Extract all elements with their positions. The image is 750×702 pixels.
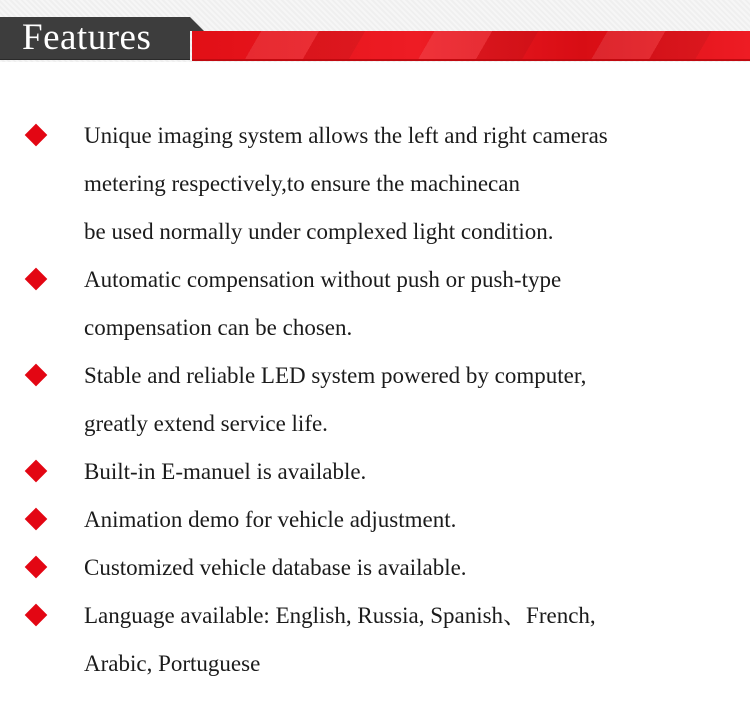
red-diamond-bullet-icon — [25, 556, 48, 579]
feature-item — [0, 496, 750, 544]
feature-item — [0, 352, 750, 448]
red-diamond-bullet-icon — [25, 508, 48, 531]
feature-text — [84, 448, 750, 496]
feature-item — [0, 112, 750, 256]
feature-line: be used normally under complexed light condition. — [84, 219, 554, 244]
header-title-notch — [190, 17, 204, 31]
red-diamond-bullet-icon — [25, 124, 48, 147]
feature-line: Unique imaging system allows the left and right cameras — [84, 123, 608, 148]
feature-text — [84, 352, 750, 448]
feature-line: Arabic, Portuguese — [84, 651, 261, 676]
red-diamond-bullet-icon — [25, 268, 48, 291]
feature-list — [0, 112, 750, 688]
feature-text — [84, 544, 750, 592]
header-red-stripe — [192, 31, 750, 59]
feature-line: Stable and reliable LED system powered by computer, — [84, 363, 587, 388]
feature-line: Customized vehicle database is available. — [84, 555, 467, 580]
header-stripe-underline — [192, 59, 750, 61]
feature-line: Automatic compensation without push or push-type — [84, 267, 562, 292]
header-stripe-pattern — [192, 31, 750, 59]
feature-line: Built-in E-manuel is available. — [84, 459, 367, 484]
features-header — [0, 0, 750, 62]
feature-item — [0, 448, 750, 496]
feature-line: Language available: English, Russia, Spanish、French, — [84, 603, 596, 628]
feature-line: greatly extend service life. — [84, 411, 328, 436]
red-diamond-bullet-icon — [25, 460, 48, 483]
feature-item — [0, 544, 750, 592]
feature-text — [84, 256, 750, 352]
feature-line: compensation can be chosen. — [84, 315, 353, 340]
feature-text — [84, 112, 750, 256]
feature-line: Animation demo for vehicle adjustment. — [84, 507, 457, 532]
feature-item — [0, 592, 750, 688]
feature-text — [84, 496, 750, 544]
feature-text — [84, 592, 750, 688]
feature-item — [0, 256, 750, 352]
red-diamond-bullet-icon — [25, 364, 48, 387]
page-title: Features — [22, 17, 152, 58]
feature-line: metering respectively,to ensure the machinecan — [84, 171, 520, 196]
red-diamond-bullet-icon — [25, 604, 48, 627]
header-title-box — [0, 17, 190, 60]
